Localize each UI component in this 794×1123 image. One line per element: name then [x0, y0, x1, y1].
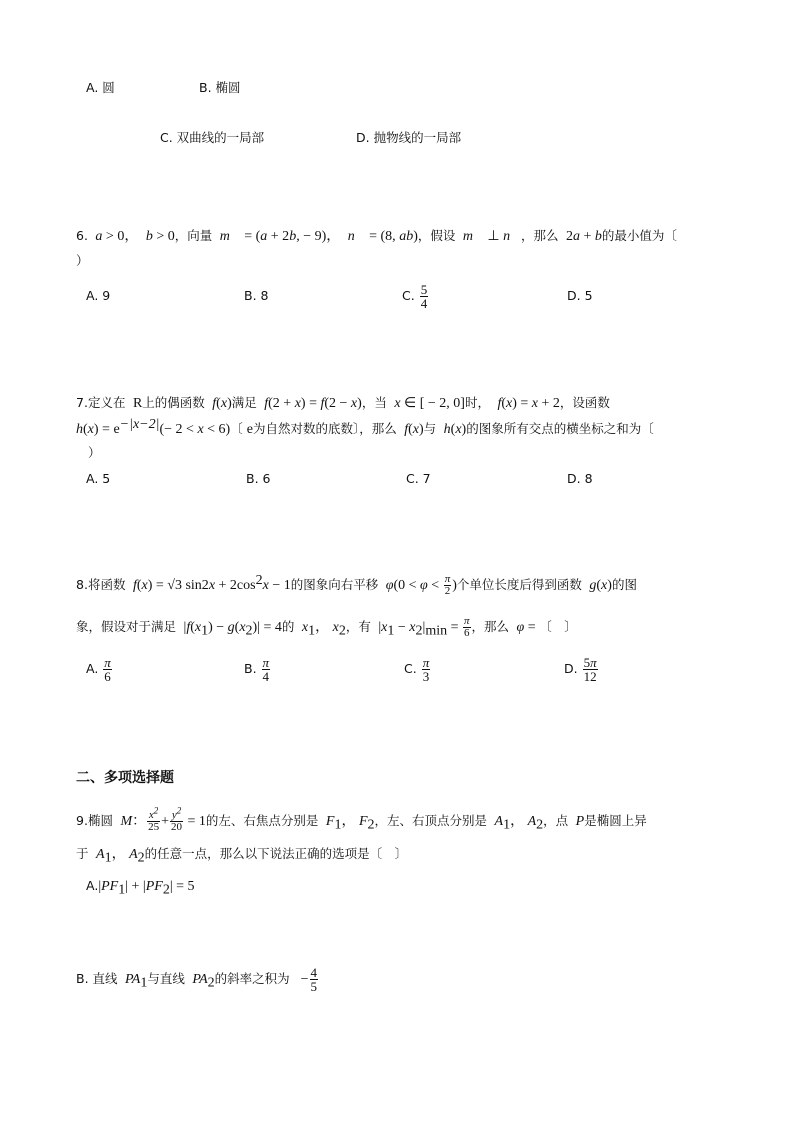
q8-text-2: 的图象向右平移 — [290, 577, 379, 592]
q6-option-c — [402, 283, 429, 310]
q8-number: 8. — [76, 577, 88, 592]
q6-vector-m: m⃗ — [216, 229, 241, 244]
q6-text-2: ，假设 — [417, 228, 456, 243]
q7-text-4: ，当 — [361, 395, 387, 410]
q6-vector-n: n⃗ — [344, 229, 366, 244]
q9-option-a: $A.|PF_1| + |PF_2| = 5$ — [86, 878, 195, 898]
q6-perp: m⃗ — [459, 229, 484, 244]
q9-text-1: 椭圆 — [87, 813, 113, 828]
q8-condition: | — [180, 620, 187, 635]
q8-phi-range: φ — [382, 578, 394, 593]
q6-option-c-label: C. — [402, 288, 415, 303]
q7-fx-def: f — [493, 396, 502, 411]
q7-e: e — [246, 422, 253, 437]
q6-option-c-fraction: $\frac{5}{4}$ — [420, 282, 428, 311]
q8-text-8: ，那么 — [471, 619, 510, 634]
q9-vertices-2: A — [92, 847, 105, 862]
q9-text-6: 于 — [76, 846, 89, 861]
q8-min: | — [374, 620, 382, 635]
section-title: 二、多项选择题 — [76, 770, 174, 786]
q5-option-b: B. 椭圆 — [199, 80, 241, 95]
q9-ellipse: M — [116, 814, 133, 829]
q7-hx-2: h — [440, 422, 451, 437]
q5-option-c: C. 双曲线的一局部 — [160, 130, 265, 145]
q9-line2: 于 $A_1$， $A_2$的任意一点，那么以下说法正确的选项是〔 〕 — [76, 846, 408, 866]
q8-option-b: B. $\frac{\pi}{4}$ — [244, 655, 270, 684]
q9-text-3: ，左、右顶点分别是 — [374, 813, 488, 828]
q8-option-c: C. $\frac{\pi}{3}$ — [404, 655, 430, 684]
q6-formula-a: a — [91, 229, 103, 244]
q9-number: 9. — [76, 813, 88, 828]
q7-interval: x — [390, 396, 401, 411]
q7-text-2: 上的偶函数 — [142, 395, 205, 410]
q8-text-7: ，有 — [345, 619, 371, 634]
q6-option-d: D. 5 — [567, 288, 593, 303]
q8-line2: 象，假设对于满足 $|f(x_1) - g(x_2)| = 4$的 $x_1$， $x_2$，有 $|x_1 - x_2|_{min}$ = $\frac{\pi}{6}$ ，那么 φ = 〔 〕 — [76, 615, 577, 639]
q8-option-a: A. $\frac{\pi}{6}$ — [86, 655, 111, 684]
q8-text-6: 的 — [281, 619, 295, 634]
q6-text-4: 的最小值为〔 — [601, 228, 677, 243]
q7-fx: f — [208, 396, 217, 411]
q9-line1: 9.椭圆 M： $\frac{x^2}{25}$ + $\frac{y^2}{20}$ = 1的左、右焦点分别是 $F_1$， $F_2$，左、右顶点分别是 $A_1$， $A_2$，点 P是椭圆上异 — [76, 805, 647, 833]
q9-text-2: 的左、右焦点分别是 — [205, 813, 319, 828]
q6-line1: 6. a > 0， b > 0，向量 m⃗ = (a + 2b, − 9)， n⃗ = (8, ab)，假设 m⃗ ⊥ n⃗，那么 2a + b的最小值为〔 — [76, 228, 677, 244]
q7-option-c: C. 7 — [406, 471, 431, 486]
q7-text-7: 〔 — [230, 421, 243, 436]
q7-number: 7. — [76, 395, 88, 410]
q8-text-4: 的图 — [611, 577, 637, 592]
q7-option-d: D. 8 — [567, 471, 593, 486]
q7-line1: 7.定义在 R上的偶函数 f(x)满足 f(2 + x) = f(2 − x)，当 x ∈ [ − 2, 0]时， f(x) = x + 2，设函数 — [76, 395, 610, 411]
q8-text-1: 将函数 — [87, 577, 126, 592]
q9-vertices: A — [491, 814, 504, 829]
q8-gx: g — [585, 578, 597, 593]
q7-text-8: 为自然对数的底数〕，那么 — [252, 421, 397, 436]
q6-formula-b: b — [142, 229, 153, 244]
q7-fx-2: f — [400, 422, 409, 437]
q9-option-b: B. 直线 $PA_1$与直线 $PA_2$的斜率之积为 − $\frac{4}{5}$ — [76, 965, 318, 994]
q8-phi: φ — [513, 620, 525, 635]
q8-function: f — [129, 578, 137, 593]
q9-point-p: P — [572, 814, 585, 829]
q8-text-9: 〔 〕 — [539, 619, 577, 634]
q8-text-5: 象，假设对于满足 — [76, 619, 177, 634]
q6-text-3: ，那么 — [520, 228, 559, 243]
q7-symmetry: f — [260, 396, 269, 411]
q8-option-d: D. $\frac{5\pi}{12}$ — [564, 655, 597, 684]
q8-text-3: 个单位长度后得到函数 — [456, 577, 582, 592]
q7-text-3: 满足 — [231, 395, 257, 410]
q6-close: ） — [76, 253, 89, 268]
q9-foci: F — [322, 814, 335, 829]
q7-close: ） — [88, 445, 101, 460]
q6-number: 6. — [76, 228, 88, 243]
q7-line2: $h(x) = e^{-|x-2|}(- 2 < x < 6)$〔 e为自然对数的底数〕，那么 f(x)与 h(x)的图象所有交点的横坐标之和为〔 — [76, 416, 654, 437]
q7-text-10: 的图象所有交点的横坐标之和为〔 — [466, 421, 654, 436]
q8-x1x2: x — [298, 620, 309, 635]
q8-line1: 8.将函数 f(x) = √3 $\sin 2x + 2\cos^2x - 1$的图象向右平移 φ(0 < φ < $\frac{\pi}{2}$ )个单位长度后得到函数 g(x)的图 — [76, 572, 637, 597]
q6-expr: 2 — [562, 229, 573, 244]
q7-option-a: A. 5 — [86, 471, 111, 486]
q5-option-d: D. 抛物线的一局部 — [356, 130, 462, 145]
q7-option-b: B. 6 — [246, 471, 271, 486]
q7-text-6: ，设函数 — [559, 395, 610, 410]
q7-text-5: 时， — [464, 395, 490, 410]
q7-text-9: 与 — [423, 421, 437, 436]
q6-option-a: A. 9 — [86, 288, 111, 303]
q9-text-5: 是椭圆上异 — [584, 813, 647, 828]
q9-text-4: ，点 — [543, 813, 569, 828]
q5-option-a: A. 圆 — [86, 80, 115, 95]
q6-option-b: B. 8 — [244, 288, 269, 303]
q7-hx-def: h — [76, 422, 83, 437]
q7-text-1: 定义在 — [87, 395, 126, 410]
q6-text-1: ，向量 — [174, 228, 213, 243]
q7-real-set: R — [129, 396, 143, 411]
q9-text-7: 的任意一点，那么以下说法正确的选项是〔 〕 — [144, 846, 408, 861]
